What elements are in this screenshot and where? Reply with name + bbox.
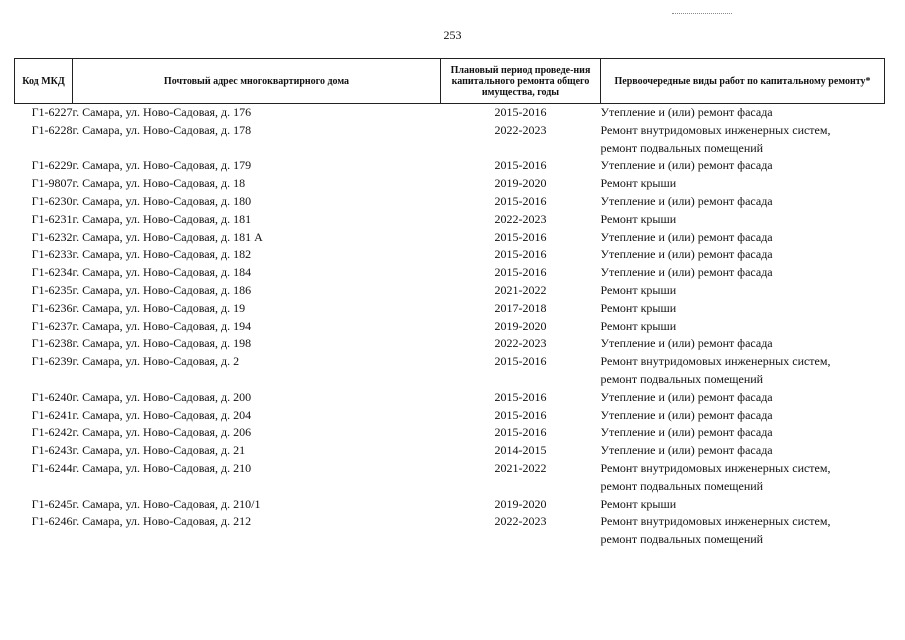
cell-code: Г1-6229 [31, 158, 73, 173]
cell-works [601, 246, 885, 264]
table-row [15, 460, 885, 496]
cell-code: Г1-6231 [31, 211, 73, 226]
table-row [15, 246, 885, 264]
cell-address: г. Самара, ул. Ново-Садовая, д. 182 [72, 247, 252, 262]
works-line: ремонт подвальных помещений [600, 478, 764, 493]
table-row [15, 157, 885, 175]
cell-works [601, 407, 885, 425]
cell-address: г. Самара, ул. Ново-Садовая, д. 181 [72, 211, 252, 226]
cell-address: г. Самара, ул. Ново-Садовая, д. 184 [72, 265, 252, 280]
cell-code: Г1-6228 [31, 122, 73, 137]
cell-address: г. Самара, ул. Ново-Садовая, д. 2 [72, 354, 240, 369]
cell-code: Г1-6243 [31, 443, 73, 458]
cell-works [601, 513, 885, 549]
cell-address: г. Самара, ул. Ново-Садовая, д. 178 [72, 122, 252, 137]
table-row [15, 104, 885, 122]
cell-works [601, 460, 885, 496]
scan-artifact-line [672, 13, 732, 14]
table-row [15, 407, 885, 425]
cell-works [601, 175, 885, 193]
cell-works [601, 104, 885, 122]
cell-code: Г1-6239 [31, 354, 73, 369]
works-line: ремонт подвальных помещений [600, 532, 764, 547]
page-number: 253 [443, 28, 462, 42]
cell-period: 2015-2016 [494, 247, 547, 262]
works-line: Утепление и (или) ремонт фасада [600, 389, 773, 404]
cell-address: г. Самара, ул. Ново-Садовая, д. 210/1 [72, 496, 261, 511]
repair-schedule-table [14, 58, 885, 549]
cell-works [601, 389, 885, 407]
table-row [15, 264, 885, 282]
table-row [15, 211, 885, 229]
cell-period: 2022-2023 [494, 514, 547, 529]
table-row [15, 513, 885, 549]
cell-works [601, 496, 885, 514]
table-row [15, 229, 885, 247]
cell-works [601, 157, 885, 175]
header-works: Первоочередные виды работ по капитальному ремонту* [601, 59, 885, 104]
works-line: Утепление и (или) ремонт фасада [600, 443, 773, 458]
works-line: Ремонт крыши [600, 176, 677, 191]
cell-code: Г1-6242 [31, 425, 73, 440]
table-row [15, 389, 885, 407]
header-period: Плановый период проведе-ния капитального ремонта общего имущества, годы [441, 59, 601, 104]
table-row [15, 122, 885, 158]
cell-period: 2015-2016 [494, 407, 547, 422]
works-line: Ремонт крыши [600, 282, 677, 297]
cell-period: 2021-2022 [494, 282, 547, 297]
works-line: Ремонт крыши [600, 318, 677, 333]
cell-code: Г1-6245 [31, 496, 73, 511]
cell-period: 2022-2023 [494, 122, 547, 137]
works-line: Утепление и (или) ремонт фасада [600, 193, 773, 208]
cell-works [601, 264, 885, 282]
cell-period: 2021-2022 [494, 460, 547, 475]
cell-address: г. Самара, ул. Ново-Садовая, д. 194 [72, 318, 252, 333]
works-line: Ремонт крыши [600, 496, 677, 511]
cell-code: Г1-6246 [31, 514, 73, 529]
cell-address: г. Самара, ул. Ново-Садовая, д. 198 [72, 336, 252, 351]
cell-period: 2019-2020 [494, 176, 547, 191]
cell-code: Г1-6230 [31, 193, 73, 208]
table-row [15, 424, 885, 442]
cell-period: 2015-2016 [494, 158, 547, 173]
cell-address: г. Самара, ул. Ново-Садовая, д. 19 [72, 300, 246, 315]
table-row [15, 193, 885, 211]
table-header [15, 59, 885, 104]
table-row [15, 442, 885, 460]
cell-address: г. Самара, ул. Ново-Садовая, д. 179 [72, 158, 252, 173]
cell-period: 2015-2016 [494, 229, 547, 244]
cell-code: Г1-6241 [31, 407, 73, 422]
cell-period: 2022-2023 [494, 336, 547, 351]
cell-code: Г1-6238 [31, 336, 73, 351]
cell-works [601, 424, 885, 442]
cell-period: 2015-2016 [494, 354, 547, 369]
cell-works [601, 282, 885, 300]
cell-works [601, 193, 885, 211]
works-line: Утепление и (или) ремонт фасада [600, 105, 773, 119]
cell-works [601, 335, 885, 353]
cell-works [601, 353, 885, 389]
works-line: Утепление и (или) ремонт фасада [600, 247, 773, 262]
table-row [15, 318, 885, 336]
works-line: Утепление и (или) ремонт фасада [600, 407, 773, 422]
cell-address: г. Самара, ул. Ново-Садовая, д. 21 [72, 443, 246, 458]
cell-address: г. Самара, ул. Ново-Садовая, д. 181 А [72, 229, 263, 244]
cell-period: 2019-2020 [494, 496, 547, 511]
cell-code: Г1-6240 [31, 389, 73, 404]
cell-period: 2019-2020 [494, 318, 547, 333]
cell-works [601, 229, 885, 247]
works-line: Ремонт внутридомовых инженерных систем, [600, 460, 831, 475]
header-address: Почтовый адрес многоквартирного дома [73, 59, 441, 104]
table-row [15, 335, 885, 353]
cell-address: г. Самара, ул. Ново-Садовая, д. 176 [72, 105, 252, 119]
cell-period: 2015-2016 [494, 265, 547, 280]
cell-code: Г1-6234 [31, 265, 73, 280]
table-row [15, 353, 885, 389]
cell-works [601, 442, 885, 460]
cell-works [601, 211, 885, 229]
works-line: Ремонт крыши [600, 211, 677, 226]
works-line: Утепление и (или) ремонт фасада [600, 265, 773, 280]
cell-code: Г1-6235 [31, 282, 73, 297]
cell-period: 2015-2016 [494, 389, 547, 404]
cell-code: Г1-9807 [31, 176, 73, 191]
works-line: ремонт подвальных помещений [600, 140, 764, 155]
header-code: Код МКД [15, 59, 73, 104]
header-row [15, 59, 885, 104]
cell-period: 2022-2023 [494, 211, 547, 226]
table-row [15, 300, 885, 318]
cell-code: Г1-6227 [31, 105, 73, 119]
cell-code: Г1-6244 [31, 460, 73, 475]
cell-code: Г1-6232 [31, 229, 73, 244]
cell-address: г. Самара, ул. Ново-Садовая, д. 18 [72, 176, 246, 191]
table-row [15, 282, 885, 300]
table-row [15, 175, 885, 193]
cell-code: Г1-6237 [31, 318, 73, 333]
cell-code: Г1-6233 [31, 247, 73, 262]
table-row [15, 496, 885, 514]
cell-period: 2014-2015 [494, 443, 547, 458]
works-line: Утепление и (или) ремонт фасада [600, 229, 773, 244]
works-line: Ремонт крыши [600, 300, 677, 315]
works-line: Ремонт внутридомовых инженерных систем, [600, 514, 831, 529]
cell-period: 2015-2016 [494, 425, 547, 440]
cell-address: г. Самара, ул. Ново-Садовая, д. 212 [72, 514, 252, 529]
cell-address: г. Самара, ул. Ново-Садовая, д. 200 [72, 389, 252, 404]
cell-address: г. Самара, ул. Ново-Садовая, д. 206 [72, 425, 252, 440]
cell-code: Г1-6236 [31, 300, 73, 315]
cell-works [601, 300, 885, 318]
cell-period: 2015-2016 [494, 193, 547, 208]
cell-works [601, 122, 885, 158]
cell-works [601, 318, 885, 336]
cell-address: г. Самара, ул. Ново-Садовая, д. 186 [72, 282, 252, 297]
works-line: ремонт подвальных помещений [600, 371, 764, 386]
works-line: Утепление и (или) ремонт фасада [600, 158, 773, 173]
works-line: Утепление и (или) ремонт фасада [600, 425, 773, 440]
cell-address: г. Самара, ул. Ново-Садовая, д. 210 [72, 460, 252, 475]
works-line: Ремонт внутридомовых инженерных систем, [600, 122, 831, 137]
table-body [15, 104, 885, 549]
works-line: Утепление и (или) ремонт фасада [600, 336, 773, 351]
works-line: Ремонт внутридомовых инженерных систем, [600, 354, 831, 369]
cell-period: 2017-2018 [494, 300, 547, 315]
cell-address: г. Самара, ул. Ново-Садовая, д. 204 [72, 407, 252, 422]
cell-period: 2015-2016 [494, 105, 547, 119]
cell-address: г. Самара, ул. Ново-Садовая, д. 180 [72, 193, 252, 208]
